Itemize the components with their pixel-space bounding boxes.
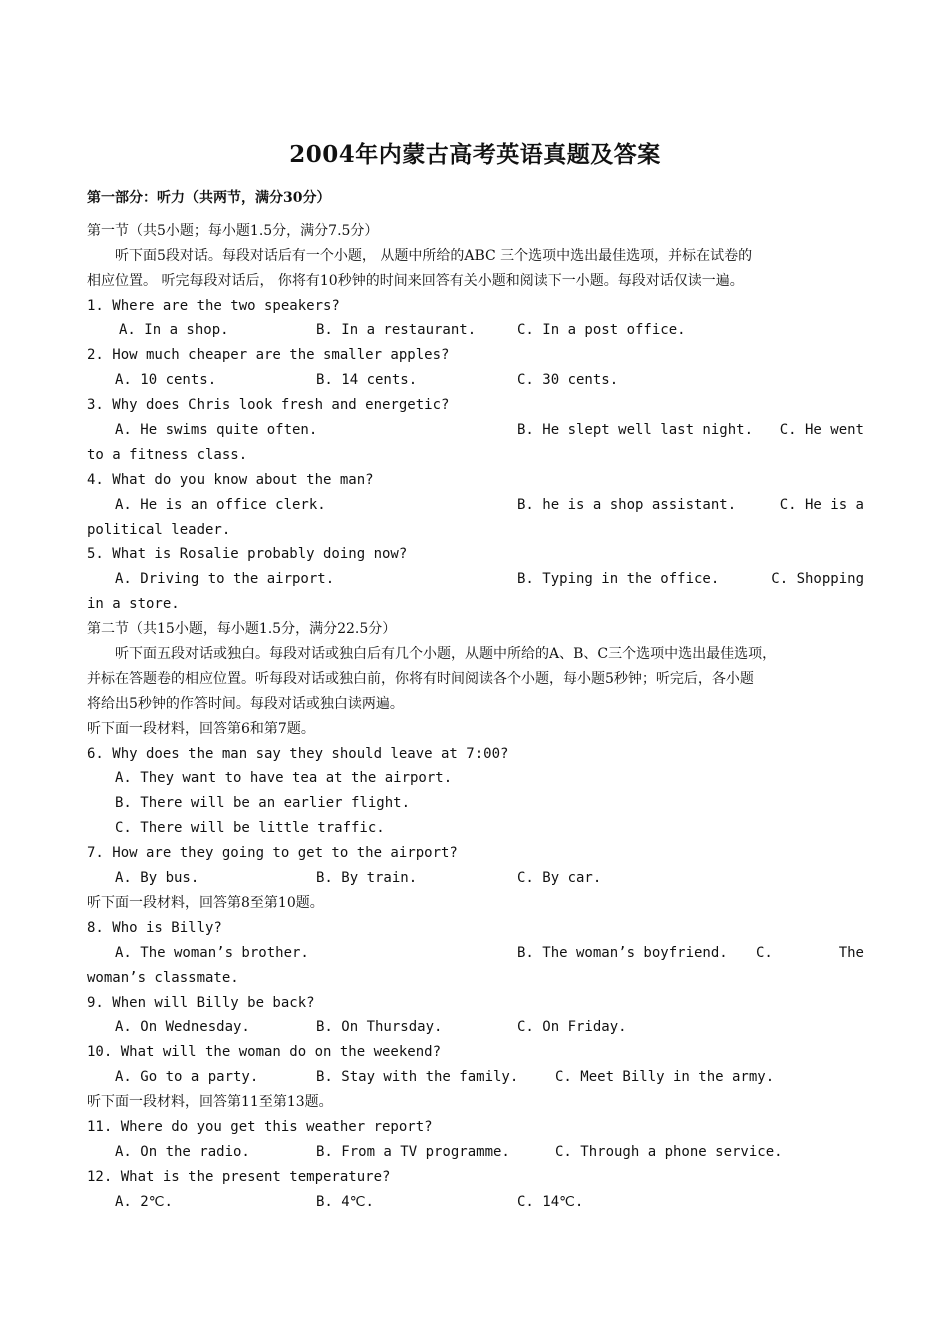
option-c: C. In a post office. (517, 322, 686, 339)
part1-heading: 第一部分：听力（共两节，满分30分） (87, 190, 331, 206)
question-11-options (87, 1140, 864, 1165)
question-4-option-c-continued: political leader. (87, 521, 231, 538)
page-title: 2004年内蒙古高考英语真题及答案 (289, 141, 661, 168)
exam-content (87, 186, 864, 1215)
option-c: C. Meet Billy in the army. (555, 1069, 775, 1086)
option-c: C. Shopping (771, 571, 864, 588)
question-12-options (87, 1190, 864, 1215)
question-2: 2. How much cheaper are the smaller apples? (87, 347, 450, 364)
option-c: C. 30 cents. (517, 372, 619, 389)
option-b: B. he is a shop assistant. (517, 496, 737, 513)
question-4: 4. What do you know about the man? (87, 471, 374, 488)
option-a: A. 2℃. (115, 1193, 173, 1210)
option-c: C. By car. (517, 870, 602, 887)
section2-instructions-1: 听下面五段对话或独白。每段对话或独白后有几个小题，从题中所给的A、B、C三个选项中选出最佳选项， (115, 646, 777, 663)
material-intro-3: 听下面一段材料，回答第11至第13题。 (87, 1094, 333, 1111)
section1-instructions-1: 听下面5段对话。每段对话后有一个小题， 从题中所给的ABC 三个选项中选出最佳选项，并标在试卷的 (115, 247, 753, 264)
question-6: 6. Why does the man say they should leave at 7:00? (87, 745, 509, 762)
option-b: B. 14 cents. (316, 372, 418, 389)
option-a: A. Driving to the airport. (115, 571, 335, 588)
option-a: A. In a shop. (119, 322, 229, 339)
question-3: 3. Why does Chris look fresh and energetic? (87, 397, 450, 414)
option-a: A. He swims quite often. (115, 422, 318, 439)
option-a: A. On Wednesday. (115, 1019, 250, 1036)
question-6-option-c: C. There will be little traffic. (115, 820, 385, 837)
material-intro-1: 听下面一段材料，回答第6和第7题。 (87, 720, 315, 737)
question-10-options (87, 1065, 864, 1090)
option-c: C. Through a phone service. (555, 1143, 783, 1160)
section2-instructions-2: 并标在答题卷的相应位置。听每段对话或独白前，你将有时间阅读各个小题，每小题5秒钟；听完后，各小题 (87, 670, 754, 687)
option-c: C. On Friday. (517, 1019, 627, 1036)
question-10: 10. What will the woman do on the weekend? (87, 1044, 442, 1061)
question-9-options (87, 1015, 864, 1040)
question-7: 7. How are they going to get to the airport? (87, 845, 458, 862)
question-6-option-a: A. They want to have tea at the airport. (115, 770, 453, 787)
material-intro-2: 听下面一段材料，回答第8至第10题。 (87, 894, 324, 911)
option-b: B. Typing in the office. (517, 571, 720, 588)
question-11: 11. Where do you get this weather report? (87, 1118, 433, 1135)
option-a: A. On the radio. (115, 1143, 250, 1160)
option-c: C. He is a (779, 496, 864, 513)
question-2-options (87, 368, 864, 393)
option-b: B. In a restaurant. (316, 322, 477, 339)
option-b: B. He slept well last night. (517, 422, 754, 439)
option-b: B. From a TV programme. (316, 1143, 510, 1160)
question-8-option-c-continued: woman’s classmate. (87, 969, 239, 986)
section2-instructions-3: 将给出5秒钟的作答时间。每段对话或独白读两遍。 (87, 695, 404, 712)
question-8-options (87, 941, 864, 966)
option-b: B. 4℃. (316, 1193, 374, 1210)
question-5-option-c-continued: in a store. (87, 596, 180, 613)
question-5: 5. What is Rosalie probably doing now? (87, 546, 408, 563)
option-b: B. On Thursday. (316, 1019, 443, 1036)
option-c-text-start: The (838, 944, 864, 961)
option-b: B. The woman’s boyfriend. (517, 944, 728, 961)
option-b: B. By train. (316, 870, 418, 887)
question-3-options (87, 418, 864, 443)
question-3-option-c-continued: to a fitness class. (87, 446, 248, 463)
section2-heading: 第二节（共15小题，每小题1.5分，满分22.5分） (87, 621, 397, 638)
question-12: 12. What is the present temperature? (87, 1168, 391, 1185)
section1-instructions-2: 相应位置。 听完每段对话后， 你将有10秒钟的时间来回答有关小题和阅读下一小题。每段对话仅读一遍。 (87, 272, 744, 289)
option-c: C. He went (779, 422, 864, 439)
option-a: A. He is an office clerk. (115, 496, 326, 513)
option-c: C. 14℃. (517, 1193, 584, 1210)
question-8: 8. Who is Billy? (87, 919, 222, 936)
question-1: 1. Where are the two speakers? (87, 297, 340, 314)
section1-heading: 第一节（共5小题；每小题1.5分，满分7.5分） (87, 222, 379, 239)
question-6-option-b: B. There will be an earlier flight. (115, 795, 411, 812)
option-a: A. Go to a party. (115, 1069, 259, 1086)
question-5-options (87, 567, 864, 592)
question-7-options (87, 866, 864, 891)
option-a: A. The woman’s brother. (115, 944, 309, 961)
option-a: A. By bus. (115, 870, 200, 887)
question-4-options (87, 493, 864, 518)
question-9: 9. When will Billy be back? (87, 994, 315, 1011)
option-c: C. (756, 944, 773, 961)
option-b: B. Stay with the family. (316, 1069, 519, 1086)
option-a: A. 10 cents. (115, 372, 217, 389)
question-1-options (87, 318, 864, 343)
